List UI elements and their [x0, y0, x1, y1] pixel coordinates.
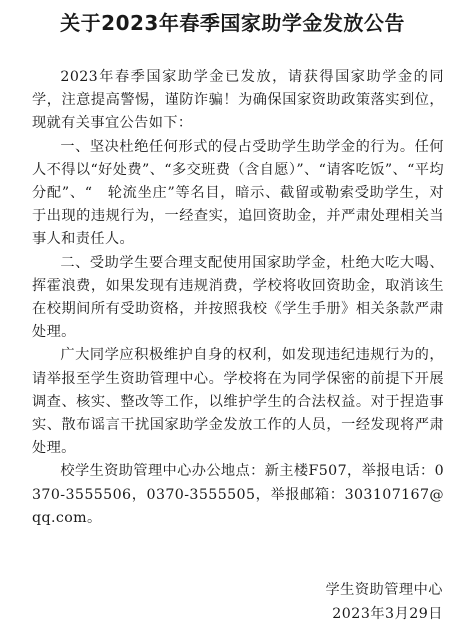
rule-two-paragraph: 二、受助学生要合理支配使用国家助学金，杜绝大吃大喝、挥霍浪费，如果发现有违规消费，学校将收回资助金，取消该生在校期间所有受助资格，并按照我校《学生手册》相关条款严肃处理。 [32, 254, 444, 341]
contact-paragraph: 校学生资助管理中心办公地点：新主楼F507，举报电话：0370-3555506，0370-3555505，举报邮箱：303107167@qq.com。 [32, 463, 444, 526]
announcement-body [32, 66, 444, 530]
signature-block [325, 578, 443, 626]
page-title: 关于2023年春季国家助学金发放公告 [60, 11, 405, 35]
signature-date: 2023年3月29日 [332, 606, 443, 622]
report-paragraph: 广大同学应积极维护自身的权利，如发现违纪违规行为的，请举报至学生资助管理中心。学校将在为同学保密的前提下开展调查、核实、整改等工作，以维护学生的合法权益。对于捏造事实、散布谣言干扰国家助学金发放工作的人员，一经发现将严肃处理。 [32, 347, 444, 457]
signature-org: 学生资助管理中心 [325, 582, 443, 598]
rule-one-paragraph: 一、坚决杜绝任何形式的侵占受助学生助学金的行为。任何人不得以“好处费”、“多交班费（含自愿）”、“请客吃饭”、“平均分配”、“ 轮流坐庄”等名目，暗示、截留或勒索受助学生，对于出现的违规行为，一经查实，追回资助金，并严肃处理相关当事人和责任人。 [32, 138, 444, 248]
intro-paragraph: 2023年春季国家助学金已发放，请获得国家助学金的同学，注意提高警惕，谨防诈骗！为确保国家资助政策落实到位，现就有关事宜公告如下： [32, 69, 444, 132]
